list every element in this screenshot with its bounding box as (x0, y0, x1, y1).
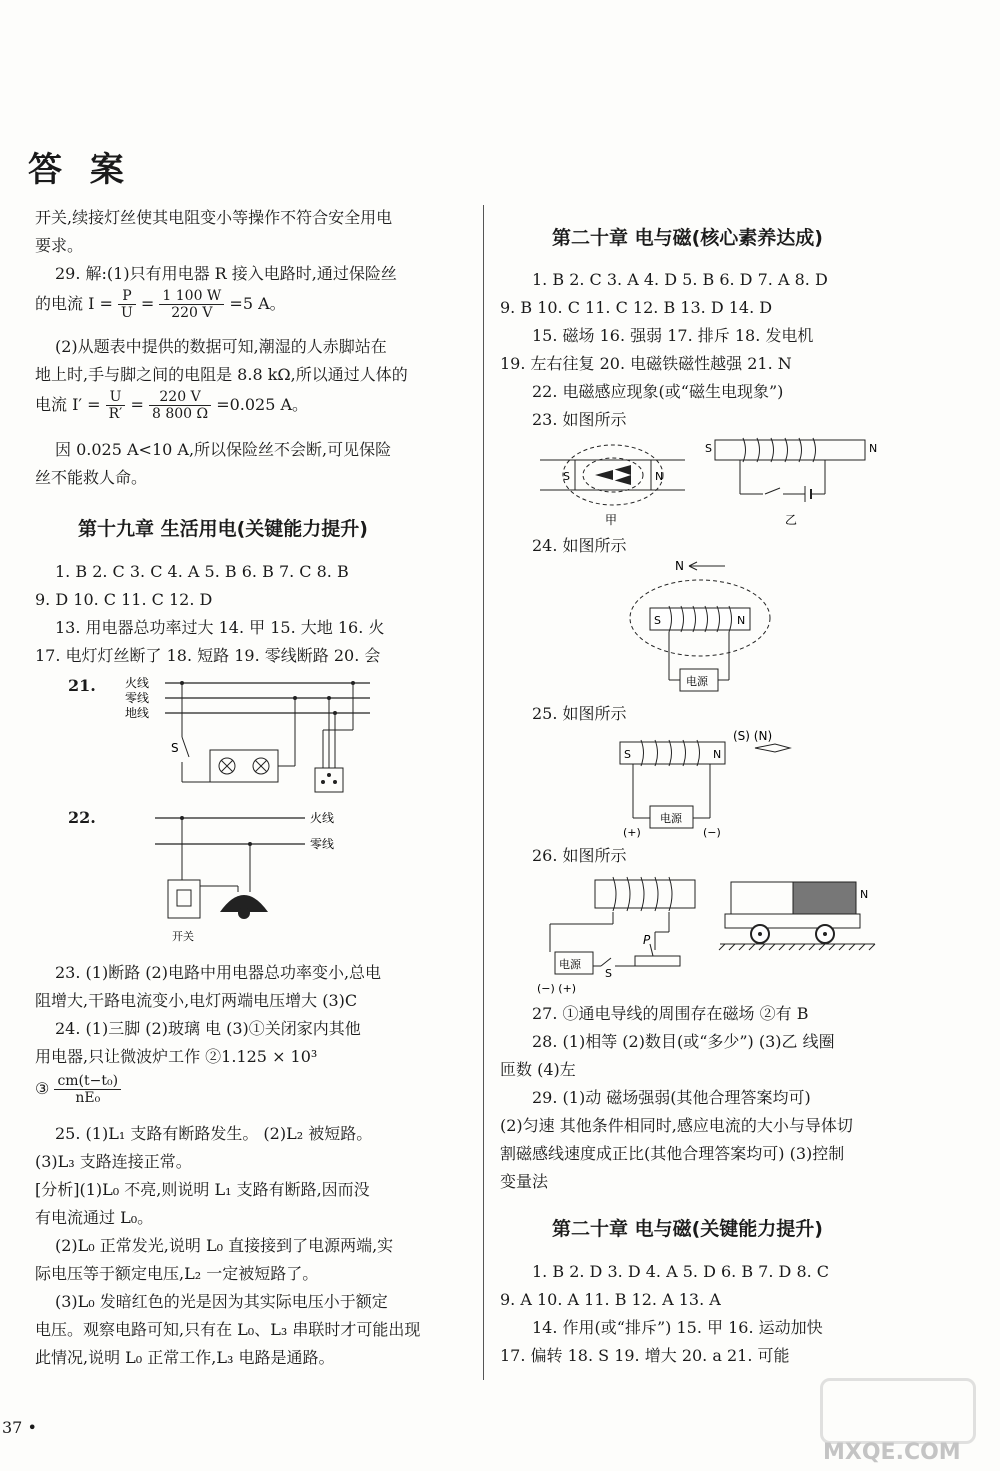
q22-zero-wire-label: 零线 (310, 837, 335, 851)
page-title: 答 案 (28, 150, 132, 190)
q26-switch-label: S (605, 967, 612, 980)
column-divider (483, 205, 484, 1380)
q29-equation-1: 的电流 I = $\frac{P}{U}$ = $\frac{1 100 W}{220 V}$ =5 A。 (35, 288, 286, 321)
q21-label: 21. (68, 676, 96, 695)
q24-source-label: 电源 (686, 675, 708, 688)
q24-figure-label: 24. 如图所示 (532, 536, 627, 555)
q25-n-label: N (713, 748, 722, 761)
q28-line1: 28. (1)相等 (2)数目(或“多少”) (3)乙 线圈 (532, 1032, 835, 1051)
ch20a-answers-row5: 22. 电磁感应现象(或“磁生电现象”) (532, 382, 784, 401)
q25-minus-label: (−) (703, 826, 721, 839)
analysis-line3: (2)L₀ 正常发光,说明 L₀ 直接接到了电源两端,实 (55, 1236, 394, 1255)
q23-jia-caption: 甲 (605, 513, 618, 527)
q22-fire-wire-label: 火线 (310, 811, 335, 825)
q24-s-label: S (654, 614, 661, 627)
ch19-answers-row2: 9. D 10. C 11. C 12. D (35, 590, 213, 609)
analysis-line4: 际电压等于额定电压,L₂ 一定被短路了。 (35, 1264, 319, 1283)
q29-part2-line1: (2)从题表中提供的数据可知,潮湿的人赤脚站在 (55, 337, 387, 356)
analysis-line1: [分析](1)L₀ 不亮,则说明 L₁ 支路有断路,因而没 (35, 1180, 370, 1199)
q21-wiring-diagram (115, 672, 375, 802)
q23-line2: 阻增大,干路电流变小,电灯两端电压增大 (3)C (35, 991, 358, 1010)
q24-line3: ③ $\frac{\text{cm(t−t₀)}}{\text{nE₀}}$ (35, 1073, 121, 1106)
watermark-text: MXQE.COM (823, 1440, 961, 1465)
ch19-answers-row4: 17. 电灯灯丝断了 18. 短路 19. 零线断路 20. 会 (35, 646, 381, 665)
ch20b-answers-row3: 14. 作用(或“排斥”) 15. 甲 16. 运动加快 (532, 1318, 823, 1337)
chapter20-key-heading: 第二十章 电与磁(关键能力提升) (552, 1218, 823, 1240)
ch20a-answers-row3: 15. 磁场 16. 强弱 17. 排斥 18. 发电机 (532, 326, 814, 345)
q23-magnet-diagrams (535, 432, 885, 532)
q21-fire-wire-label: 火线 (125, 676, 150, 690)
analysis-line5: (3)L₀ 发暗红色的光是因为其实际电压小于额定 (55, 1292, 388, 1311)
page-number: 37 • (2, 1418, 37, 1437)
ch20b-answers-row4: 17. 偏转 18. S 19. 增大 20. a 21. 可能 (500, 1346, 790, 1365)
ch20a-answers-row2: 9. B 10. C 11. C 12. B 13. D 14. D (500, 298, 773, 317)
q21-ground-wire-label: 地线 (125, 706, 150, 720)
q25-line1: 25. (1)L₁ 支路有断路发生。 (2)L₂ 被短路。 (55, 1124, 373, 1143)
q26-polarity-labels: (−) (+) (537, 982, 577, 995)
watermark-logo (820, 1378, 976, 1444)
continuation-line-1: 开关,续接灯丝使其电阻变小等操作不符合安全用电 (35, 208, 393, 227)
q21-zero-wire-label: 零线 (125, 691, 150, 705)
q25-compass-poles: (S) (N) (733, 729, 773, 743)
q25-line2: (3)L₃ 支路连接正常。 (35, 1152, 192, 1171)
q29-part3-line2: 丝不能救人命。 (35, 468, 148, 487)
q29-right-line3: 割磁感线速度成正比(其他合理答案均可) (3)控制 (500, 1144, 845, 1163)
q26-figure-label: 26. 如图所示 (532, 846, 627, 865)
q29-part2-line2: 地上时,手与脚之间的电阻是 8.8 kΩ,所以通过人体的 (35, 365, 408, 384)
continuation-line-2: 要求。 (35, 236, 84, 255)
analysis-line6: 电压。观察电路可知,只有在 L₀、L₃ 串联时才可能出现 (35, 1320, 421, 1339)
q23-yi-caption: 乙 (785, 513, 798, 527)
q23-yi-n-label: N (869, 442, 878, 455)
q27-answer: 27. ①通电导线的周围存在磁场 ②有 B (532, 1004, 809, 1023)
q23-jia-s-label: S (563, 470, 570, 483)
ch19-answers-row1: 1. B 2. C 3. C 4. A 5. B 6. B 7. C 8. B (55, 562, 349, 581)
q25-source-label: 电源 (660, 812, 682, 825)
q29-intro: 29. 解:(1)只有用电器 R 接入电路时,通过保险丝 (55, 264, 397, 283)
q23-yi-s-label: S (705, 442, 712, 455)
q26-n-label: N (860, 888, 869, 901)
q28-line2: 匝数 (4)左 (500, 1060, 576, 1079)
analysis-line7: 此情况,说明 L₀ 正常工作,L₃ 电路是通路。 (35, 1348, 335, 1367)
q29-part3-line1: 因 0.025 A<10 A,所以保险丝不会断,可见保险 (55, 440, 392, 459)
q24-n-label: N (737, 614, 746, 627)
q21-switch-label: S (171, 741, 179, 755)
q25-plus-label: (+) (623, 826, 641, 839)
q24-line1: 24. (1)三脚 (2)玻璃 电 (3)①关闭家内其他 (55, 1019, 361, 1038)
q25-figure-label: 25. 如图所示 (532, 704, 627, 723)
q26-source-label: 电源 (559, 958, 581, 971)
q22-switch-label: 开关 (172, 930, 194, 943)
ch20b-answers-row2: 9. A 10. A 11. B 12. A 13. A (500, 1290, 721, 1309)
q23-figure-label: 23. 如图所示 (532, 410, 627, 429)
chapter19-heading: 第十九章 生活用电(关键能力提升) (78, 518, 368, 540)
q29-right-line4: 变量法 (500, 1172, 549, 1191)
ch20b-answers-row1: 1. B 2. D 3. D 4. A 5. D 6. B 7. D 8. C (532, 1262, 830, 1281)
chapter20-core-heading: 第二十章 电与磁(核心素养达成) (552, 227, 823, 249)
q24-line2: 用电器,只让微波炉工作 ②1.125 × 10³ (35, 1047, 318, 1066)
q25-solenoid-diagram (615, 726, 835, 841)
q25-s-label: S (624, 748, 631, 761)
q26-electromagnet-car-diagram (535, 872, 880, 997)
ch20a-answers-row1: 1. B 2. C 3. A 4. D 5. B 6. D 7. A 8. D (532, 270, 828, 289)
q29-equation-2: 电流 I′ = $\frac{U}{R'}$ = $\frac{220 V}{8 800 \Omega}$ =0.025 A。 (35, 389, 309, 422)
q23-line1: 23. (1)断路 (2)电路中用电器总功率变小,总电 (55, 963, 382, 982)
ch19-answers-row3: 13. 用电器总功率过大 14. 甲 15. 大地 16. 火 (55, 618, 385, 637)
q23-jia-n-label: N (655, 470, 664, 483)
analysis-line2: 有电流通过 L₀。 (35, 1208, 154, 1227)
q26-slider-label: P (643, 933, 651, 947)
q29-right-line2: (2)匀速 其他条件相同时,感应电流的大小与导体切 (500, 1116, 853, 1135)
ch20a-answers-row4: 19. 左右往复 20. 电磁铁磁性越强 21. N (500, 354, 792, 373)
q24-compass-n: N (675, 559, 684, 573)
q24-solenoid-diagram (625, 556, 775, 696)
q22-wiring-diagram (150, 800, 350, 950)
q22-label: 22. (68, 808, 96, 827)
q29-right-line1: 29. (1)动 磁场强弱(其他合理答案均可) (532, 1088, 811, 1107)
